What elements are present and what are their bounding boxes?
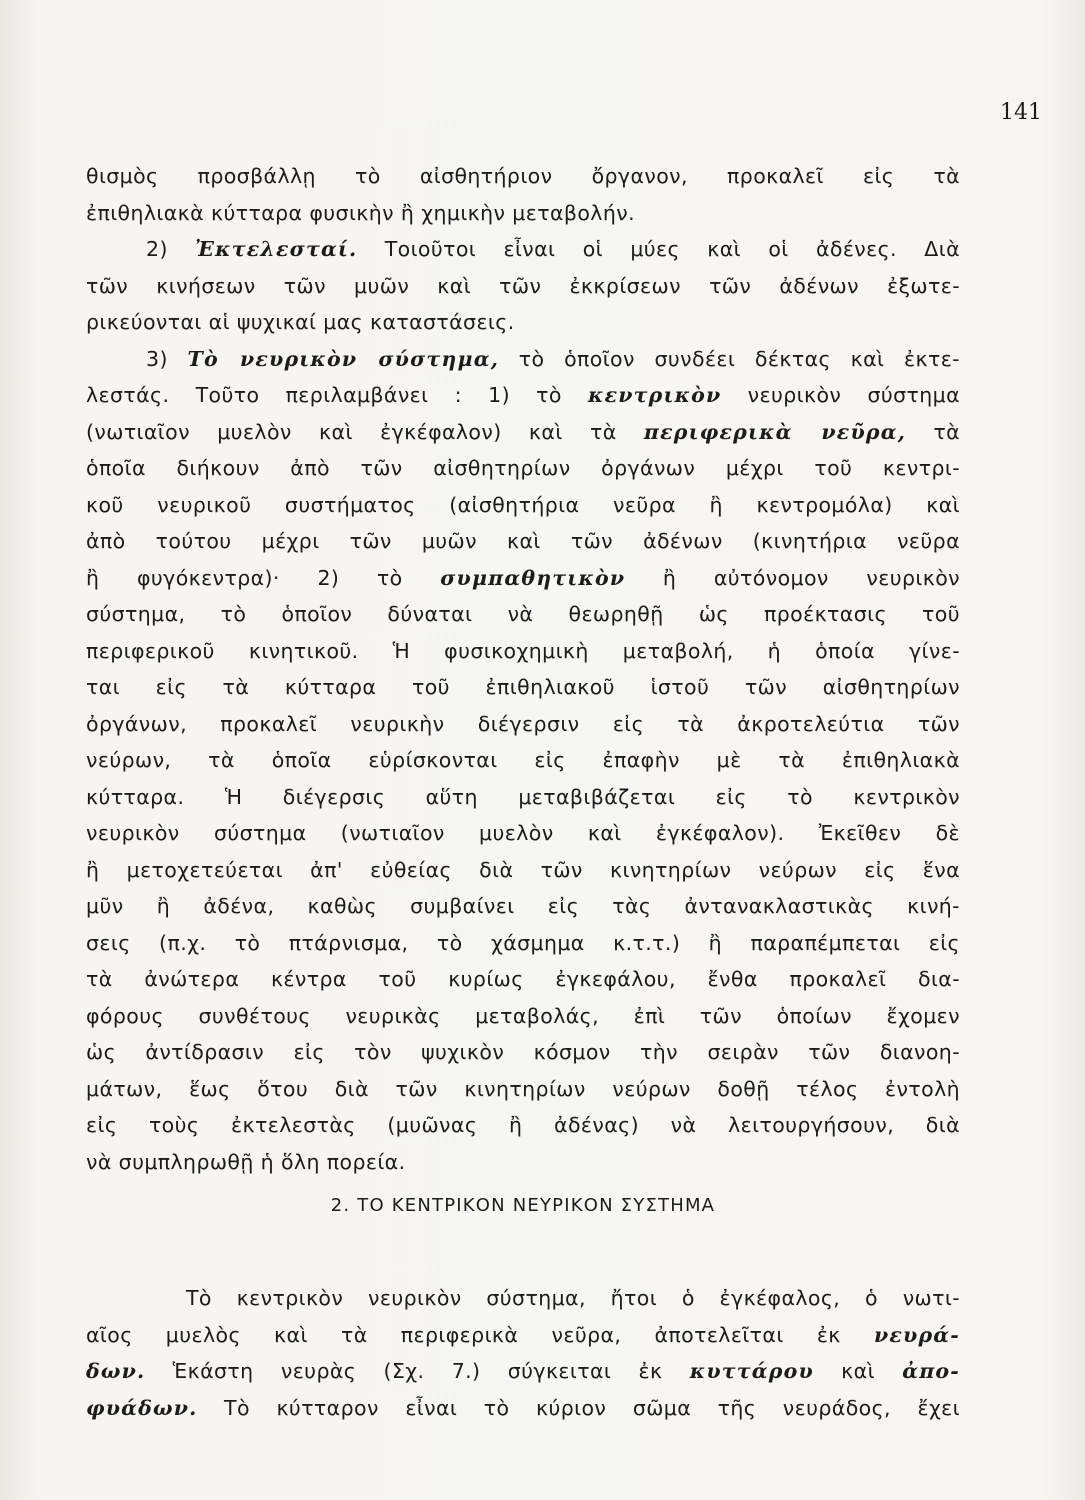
- text-line: [86, 377, 960, 414]
- text-line: νεύρων, τὰ ὁποῖα εὑρίσκονται εἰς ἐπαφὴν μὲ τὰ ἐπιθηλιακὰ: [86, 748, 960, 772]
- term-neurads-cont: δων.: [86, 1359, 146, 1383]
- section-heading: 2. ΤΟ ΚΕΝΤΡΙΚΟΝ ΝΕΥΡΙΚΟΝ ΣΥΣΤΗΜΑ: [330, 1195, 716, 1216]
- text-line: [86, 231, 960, 268]
- text-line: ἐπιθηλιακὰ κύτταρα φυσικὴν ἢ χημικὴν μεταβολήν.: [86, 200, 635, 225]
- text-line: [86, 560, 960, 597]
- page-number: 141: [1000, 100, 1042, 125]
- text-line: μῦν ἢ ἀδένα, καθὼς συμβαίνει εἰς τὰς ἀντανακλαστικὰς κινή-: [86, 894, 960, 918]
- text-line: κύτταρα. Ἡ διέγερσις αὕτη μεταβιβάζεται εἰς τὸ κεντρικὸν: [86, 784, 960, 809]
- list-number: 3): [146, 346, 188, 371]
- paragraph-receptors-end: [86, 158, 960, 231]
- text-line: εἰς τοὺς ἐκτελεστὰς (μυῶνας ἢ ἀδένας) νὰ λειτουργήσουν, διὰ: [86, 1113, 960, 1137]
- text-line: [86, 414, 960, 451]
- text-line: θισμὸς προσβάλλῃ τὸ αἰσθητήριον ὄργανον, προκαλεῖ εἰς τὰ: [86, 164, 960, 188]
- text-fragment: τὸ ὁποῖον συνδέει δέκτας καὶ ἐκτε-: [499, 346, 960, 371]
- text-line: ρικεύονται αἱ ψυχικαί μας καταστάσεις.: [86, 310, 515, 334]
- paragraph-nervous-system: [86, 341, 960, 1181]
- text-fragment: ἢ αὐτόνομον νευρικὸν: [625, 565, 960, 590]
- text-line: περιφερικοῦ κινητικοῦ. Ἡ φυσικοχημικὴ μεταβολή, ἡ ὁποία γίνε-: [86, 638, 960, 663]
- text-fragment: τὰ: [906, 419, 960, 444]
- text-line: τῶν κινήσεων τῶν μυῶν καὶ τῶν ἐκκρίσεων τῶν ἀδένων ἐξωτε-: [86, 273, 960, 298]
- text-fragment: (νωτιαῖον μυελὸν καὶ ἐγκέφαλον) καὶ τὰ: [86, 419, 644, 444]
- text-fragment: Τοιοῦτοι εἶναι οἱ μύες καὶ οἱ ἀδένες. Διὰ: [357, 237, 960, 261]
- text-line: μάτων, ἕως ὅτου διὰ τῶν κινητηρίων νεύρων δοθῇ τέλος ἐντολὴ: [86, 1076, 960, 1101]
- text-line: Τὸ κεντρικὸν νευρικὸν σύστημα, ἤτοι ὁ ἐγκέφαλος, ὁ νωτι-: [186, 1286, 960, 1310]
- term-cell: κυττάρου: [689, 1359, 814, 1383]
- term-processes: ἀπο-: [902, 1359, 960, 1383]
- text-line: σύστημα, τὸ ὁποῖον δύναται νὰ θεωρηθῇ ὡς προέκτασις τοῦ: [86, 602, 960, 626]
- term-peripheral: περιφερικὰ νεῦρα,: [643, 419, 907, 444]
- text-line: ἢ μετοχετεύεται ἀπ' εὐθείας διὰ τῶν κινητηρίων νεύρων εἰς ἕνα: [86, 857, 960, 882]
- term-processes-cont: φυάδων.: [86, 1395, 198, 1420]
- text-line: ὡς ἀντίδρασιν εἰς τὸν ψυχικὸν κόσμον τὴν σειρὰν τῶν διανοη-: [86, 1040, 960, 1064]
- term-central: κεντρικὸν: [588, 383, 722, 407]
- text-line: [86, 1317, 960, 1354]
- text-fragment: αῖος μυελὸς καὶ τὰ περιφερικὰ νεῦρα, ἀποτελεῖται ἐκ: [86, 1322, 874, 1347]
- body-text: [86, 158, 960, 1180]
- term-effectors: Ἐκτελεσταί.: [195, 237, 358, 261]
- paragraph-central-nervous-system: [86, 1280, 960, 1426]
- text-line: φόρους συνθέτους νευρικὰς μεταβολάς, ἐπὶ τῶν ὁποίων ἔχομεν: [86, 1003, 960, 1028]
- body-text-section-2: [86, 1280, 960, 1426]
- text-line: [86, 1390, 960, 1427]
- text-line: ται εἰς τὰ κύτταρα τοῦ ἐπιθηλιακοῦ ἱστοῦ τῶν αἰσθητηρίων: [86, 675, 960, 699]
- term-neurads: νευρά-: [873, 1322, 960, 1347]
- text-line: κοῦ νευρικοῦ συστήματος (αἰσθητήρια νεῦρα ἢ κεντρομόλα) καὶ: [86, 492, 960, 517]
- text-fragment: λεστάς. Τοῦτο περιλαμβάνει : 1) τὸ: [86, 383, 589, 407]
- text-line: νὰ συμπληρωθῇ ἡ ὅλη πορεία.: [86, 1149, 406, 1174]
- text-line: σεις (π.χ. τὸ πτάρνισμα, τὸ χάσμημα κ.τ.τ.) ἢ παραπέμπεται εἰς: [86, 930, 960, 955]
- text-line: ὀργάνων, προκαλεῖ νευρικὴν διέγερσιν εἰς τὰ ἀκροτελεύτια τῶν: [86, 711, 960, 736]
- term-sympathetic: συμπαθητικὸν: [440, 565, 626, 590]
- text-line: τὰ ἀνώτερα κέντρα τοῦ κυρίως ἐγκεφάλου, ἔνθα προκαλεῖ δια-: [86, 967, 960, 991]
- text-line: [86, 1353, 960, 1390]
- list-number: 2): [146, 237, 196, 261]
- text-fragment: Ἑκάστη νευρὰς (Σχ. 7.) σύγκειται ἐκ: [145, 1359, 690, 1383]
- paragraph-effectors: [86, 231, 960, 341]
- text-line: [86, 341, 960, 378]
- text-line: ὁποῖα διήκουν ἀπὸ τῶν αἰσθητηρίων ὀργάνων μέχρι τοῦ κεντρι-: [86, 456, 960, 480]
- text-line: νευρικὸν σύστημα (νωτιαῖον μυελὸν καὶ ἐγκέφαλον). Ἐκεῖθεν δὲ: [86, 821, 960, 845]
- text-fragment: Τὸ κύτταρον εἶναι τὸ κύριον σῶμα τῆς νευράδος, ἔχει: [197, 1395, 960, 1420]
- text-fragment: καὶ: [813, 1359, 903, 1383]
- text-line: ἀπὸ τούτου μέχρι τῶν μυῶν καὶ τῶν ἀδένων (κινητήρια νεῦρα: [86, 529, 960, 553]
- text-fragment: νευρικὸν σύστημα: [721, 383, 960, 407]
- term-nervous-system: Τὸ νευρικὸν σύστημα,: [187, 346, 500, 371]
- text-fragment: ἢ φυγόκεντρα)· 2) τὸ: [86, 565, 441, 590]
